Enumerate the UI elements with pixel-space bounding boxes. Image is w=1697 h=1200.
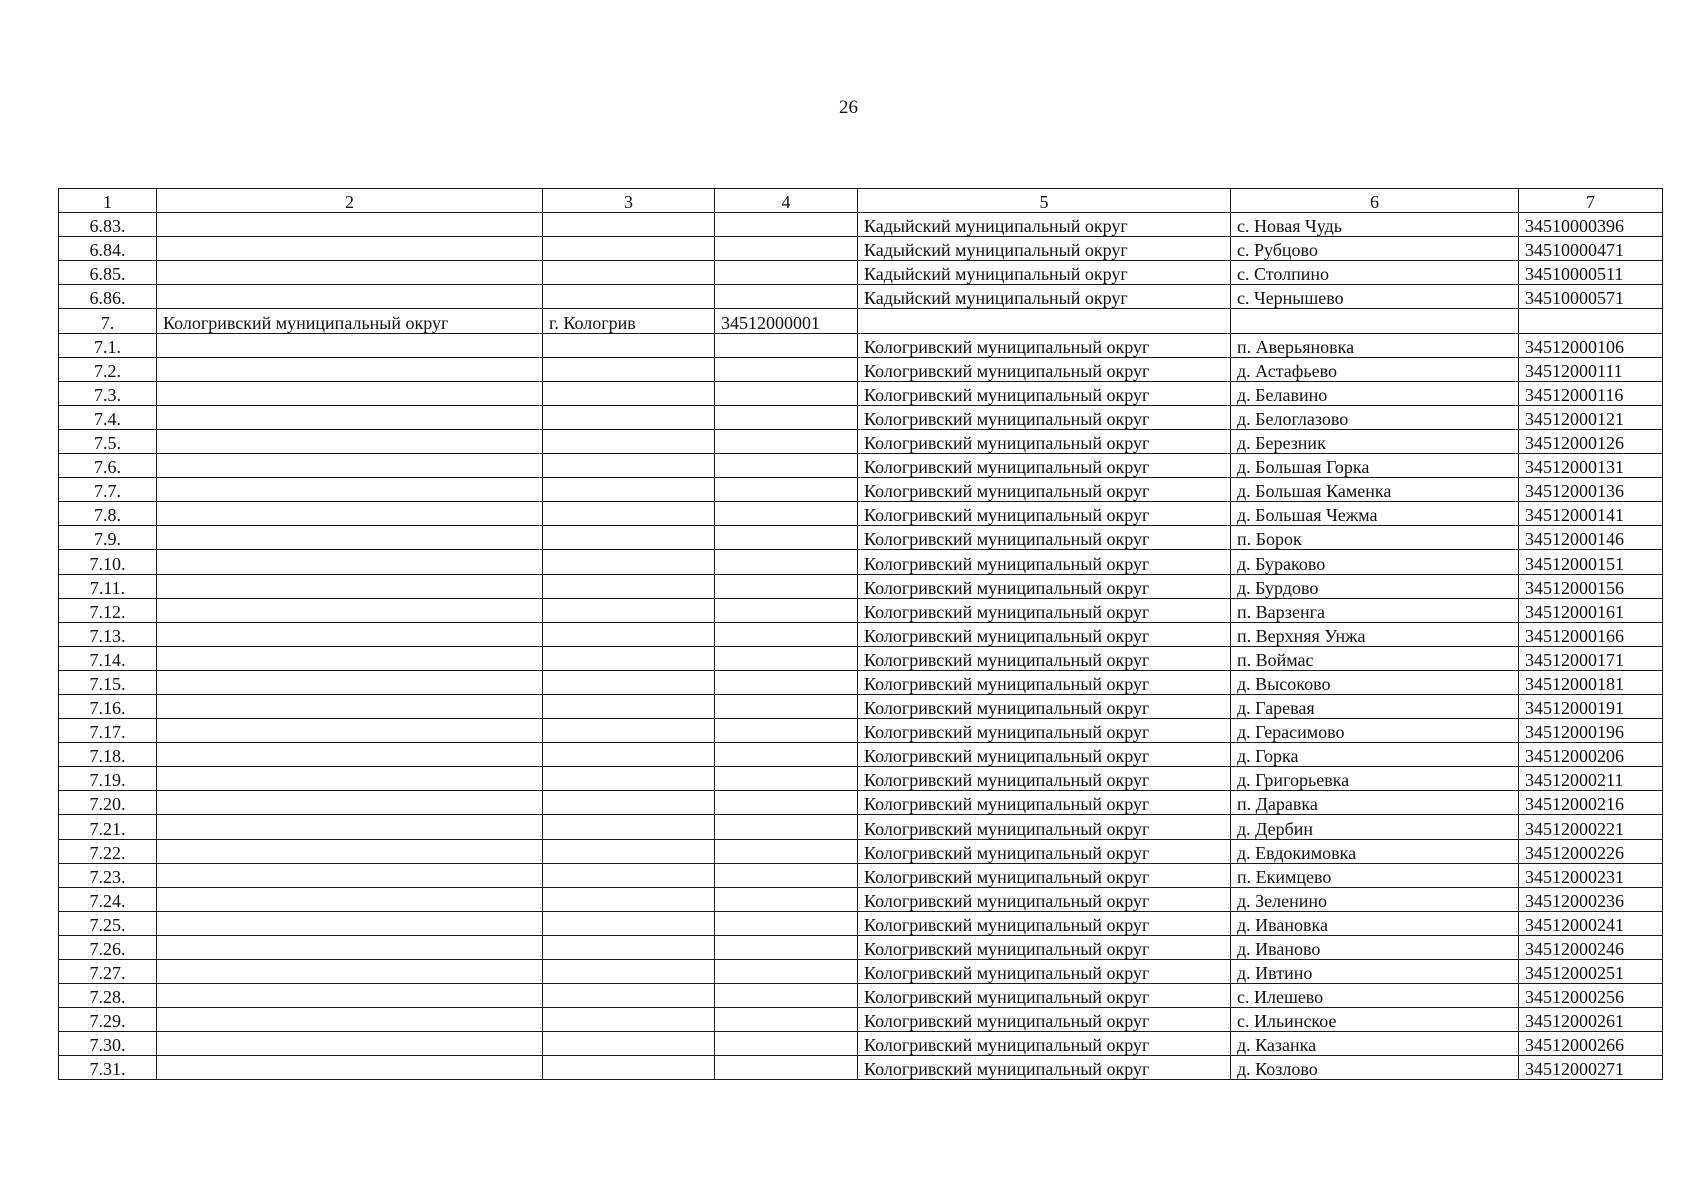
table-row: [59, 261, 1663, 285]
row-number-cell: 7.6.: [59, 454, 157, 478]
municipality-cell: [858, 309, 1231, 333]
center-cell: [543, 574, 715, 598]
table-row: [59, 309, 1663, 333]
district-cell: [157, 719, 543, 743]
row-number-cell: 7.25.: [59, 911, 157, 935]
district-cell: [157, 550, 543, 574]
row-number-cell: 7.29.: [59, 1008, 157, 1032]
district-cell: [157, 478, 543, 502]
table-row: [59, 911, 1663, 935]
row-number-cell: 7.2.: [59, 357, 157, 381]
municipality-cell: Кологривский муниципальный округ: [858, 333, 1231, 357]
table-row: [59, 550, 1663, 574]
district-code-cell: [715, 767, 858, 791]
center-cell: [543, 767, 715, 791]
settlement-cell: д. Григорьевка: [1231, 767, 1519, 791]
column-header-1: 1: [59, 189, 157, 213]
settlement-cell: д. Иваново: [1231, 935, 1519, 959]
table-row: [59, 381, 1663, 405]
center-cell: [543, 333, 715, 357]
district-cell: [157, 863, 543, 887]
row-number-cell: 7.23.: [59, 863, 157, 887]
oktmo-code-cell: 34512000216: [1519, 791, 1663, 815]
municipality-cell: Кологривский муниципальный округ: [858, 1008, 1231, 1032]
row-number-cell: 7.20.: [59, 791, 157, 815]
municipality-cell: Кологривский муниципальный округ: [858, 574, 1231, 598]
row-number-cell: 7.28.: [59, 984, 157, 1008]
center-cell: [543, 526, 715, 550]
district-cell: [157, 743, 543, 767]
municipality-cell: Кологривский муниципальный округ: [858, 478, 1231, 502]
municipality-cell: Кологривский муниципальный округ: [858, 839, 1231, 863]
district-cell: [157, 357, 543, 381]
center-cell: [543, 694, 715, 718]
district-code-cell: [715, 357, 858, 381]
oktmo-code-cell: 34512000141: [1519, 502, 1663, 526]
oktmo-code-cell: 34512000166: [1519, 622, 1663, 646]
municipality-cell: Кологривский муниципальный округ: [858, 767, 1231, 791]
center-cell: [543, 405, 715, 429]
oktmo-code-cell: 34512000206: [1519, 743, 1663, 767]
district-code-cell: [715, 502, 858, 526]
district-code-cell: [715, 791, 858, 815]
table-row: [59, 815, 1663, 839]
table-row: [59, 622, 1663, 646]
district-cell: [157, 694, 543, 718]
column-header-4: 4: [715, 189, 858, 213]
table-row: [59, 646, 1663, 670]
oktmo-code-cell: 34512000196: [1519, 719, 1663, 743]
table-row: [59, 357, 1663, 381]
center-cell: [543, 960, 715, 984]
table-row: [59, 863, 1663, 887]
district-code-cell: [715, 935, 858, 959]
district-code-cell: [715, 984, 858, 1008]
district-cell: [157, 839, 543, 863]
row-number-cell: 7.7.: [59, 478, 157, 502]
center-cell: [543, 1008, 715, 1032]
center-cell: [543, 1032, 715, 1056]
oktmo-code-cell: 34512000261: [1519, 1008, 1663, 1032]
column-header-7: 7: [1519, 189, 1663, 213]
table-row: [59, 767, 1663, 791]
district-cell: [157, 646, 543, 670]
district-cell: [157, 333, 543, 357]
settlement-cell: с. Рубцово: [1231, 237, 1519, 261]
district-code-cell: 34512000001: [715, 309, 858, 333]
municipality-cell: Кологривский муниципальный округ: [858, 454, 1231, 478]
row-number-cell: 7.18.: [59, 743, 157, 767]
center-cell: [543, 454, 715, 478]
district-cell: [157, 622, 543, 646]
row-number-cell: 7.3.: [59, 381, 157, 405]
center-cell: г. Кологрив: [543, 309, 715, 333]
oktmo-code-cell: 34512000181: [1519, 670, 1663, 694]
center-cell: [543, 550, 715, 574]
district-code-cell: [715, 815, 858, 839]
district-code-cell: [715, 646, 858, 670]
row-number-cell: 7.: [59, 309, 157, 333]
district-code-cell: [715, 333, 858, 357]
oktmo-code-cell: 34510000471: [1519, 237, 1663, 261]
center-cell: [543, 815, 715, 839]
settlement-cell: д. Белавино: [1231, 381, 1519, 405]
municipality-cell: Кологривский муниципальный округ: [858, 984, 1231, 1008]
district-cell: [157, 767, 543, 791]
district-cell: [157, 213, 543, 237]
municipality-cell: Кологривский муниципальный округ: [858, 815, 1231, 839]
table-row: [59, 429, 1663, 453]
oktmo-code-cell: [1519, 309, 1663, 333]
district-cell: [157, 1056, 543, 1080]
district-code-cell: [715, 405, 858, 429]
center-cell: [543, 911, 715, 935]
municipality-cell: Кологривский муниципальный округ: [858, 911, 1231, 935]
settlement-cell: с. Илешево: [1231, 984, 1519, 1008]
oktmo-code-cell: 34512000121: [1519, 405, 1663, 429]
table-row: [59, 213, 1663, 237]
settlement-cell: д. Большая Каменка: [1231, 478, 1519, 502]
municipality-cell: Кологривский муниципальный округ: [858, 598, 1231, 622]
row-number-cell: 6.85.: [59, 261, 157, 285]
center-cell: [543, 887, 715, 911]
district-code-cell: [715, 574, 858, 598]
district-code-cell: [715, 863, 858, 887]
center-cell: [543, 598, 715, 622]
district-code-cell: [715, 1056, 858, 1080]
oktmo-code-cell: 34512000246: [1519, 935, 1663, 959]
oktmo-code-cell: 34512000131: [1519, 454, 1663, 478]
municipality-cell: Кологривский муниципальный округ: [858, 670, 1231, 694]
table-row: [59, 839, 1663, 863]
municipality-cell: Кологривский муниципальный округ: [858, 791, 1231, 815]
district-cell: [157, 381, 543, 405]
center-cell: [543, 863, 715, 887]
municipality-cell: Кологривский муниципальный округ: [858, 502, 1231, 526]
table-row: [59, 237, 1663, 261]
district-cell: [157, 984, 543, 1008]
municipality-cell: Кологривский муниципальный округ: [858, 622, 1231, 646]
settlement-cell: д. Бураково: [1231, 550, 1519, 574]
settlement-cell: п. Воймас: [1231, 646, 1519, 670]
oktmo-code-cell: 34512000271: [1519, 1056, 1663, 1080]
center-cell: [543, 478, 715, 502]
table-row: [59, 454, 1663, 478]
table-row: [59, 935, 1663, 959]
settlement-cell: п. Варзенга: [1231, 598, 1519, 622]
municipality-cell: Кологривский муниципальный округ: [858, 1032, 1231, 1056]
settlement-cell: д. Герасимово: [1231, 719, 1519, 743]
row-number-cell: 7.19.: [59, 767, 157, 791]
center-cell: [543, 261, 715, 285]
center-cell: [543, 984, 715, 1008]
district-code-cell: [715, 887, 858, 911]
district-code-cell: [715, 598, 858, 622]
table-row: [59, 405, 1663, 429]
settlement-cell: д. Астафьево: [1231, 357, 1519, 381]
table-row: [59, 984, 1663, 1008]
settlement-cell: д. Дербин: [1231, 815, 1519, 839]
center-cell: [543, 646, 715, 670]
settlement-cell: п. Верхняя Унжа: [1231, 622, 1519, 646]
settlement-cell: д. Ивтино: [1231, 960, 1519, 984]
municipality-cell: Кологривский муниципальный округ: [858, 381, 1231, 405]
settlement-cell: д. Казанка: [1231, 1032, 1519, 1056]
settlement-cell: д. Березник: [1231, 429, 1519, 453]
district-cell: [157, 285, 543, 309]
center-cell: [543, 791, 715, 815]
settlement-cell: д. Большая Чежма: [1231, 502, 1519, 526]
center-cell: [543, 935, 715, 959]
district-code-cell: [715, 429, 858, 453]
district-code-cell: [715, 261, 858, 285]
district-code-cell: [715, 454, 858, 478]
district-cell: [157, 1032, 543, 1056]
municipality-cell: Кадыйский муниципальный округ: [858, 261, 1231, 285]
oktmo-code-cell: 34512000256: [1519, 984, 1663, 1008]
municipality-cell: Кологривский муниципальный округ: [858, 960, 1231, 984]
center-cell: [543, 502, 715, 526]
row-number-cell: 7.24.: [59, 887, 157, 911]
oktmo-code-cell: 34512000226: [1519, 839, 1663, 863]
row-number-cell: 7.26.: [59, 935, 157, 959]
center-cell: [543, 719, 715, 743]
municipality-cell: Кадыйский муниципальный округ: [858, 285, 1231, 309]
district-cell: [157, 261, 543, 285]
row-number-cell: 7.30.: [59, 1032, 157, 1056]
settlement-cell: п. Аверьяновка: [1231, 333, 1519, 357]
oktmo-code-cell: 34512000251: [1519, 960, 1663, 984]
oktmo-code-cell: 34512000126: [1519, 429, 1663, 453]
oktmo-code-cell: 34512000146: [1519, 526, 1663, 550]
table-row: [59, 574, 1663, 598]
district-cell: [157, 1008, 543, 1032]
settlement-cell: д. Евдокимовка: [1231, 839, 1519, 863]
row-number-cell: 7.1.: [59, 333, 157, 357]
row-number-cell: 6.83.: [59, 213, 157, 237]
table-row: [59, 743, 1663, 767]
municipality-cell: Кологривский муниципальный округ: [858, 719, 1231, 743]
district-code-cell: [715, 839, 858, 863]
table-row: [59, 333, 1663, 357]
district-code-cell: [715, 285, 858, 309]
district-code-cell: [715, 478, 858, 502]
oktmo-code-cell: 34512000266: [1519, 1032, 1663, 1056]
settlement-cell: п. Борок: [1231, 526, 1519, 550]
settlement-cell: д. Белоглазово: [1231, 405, 1519, 429]
page-number: 26: [839, 97, 858, 118]
row-number-cell: 7.4.: [59, 405, 157, 429]
settlement-cell: д. Большая Горка: [1231, 454, 1519, 478]
settlements-table: [58, 188, 1663, 1080]
settlement-cell: д. Ивановка: [1231, 911, 1519, 935]
district-cell: [157, 429, 543, 453]
district-code-cell: [715, 622, 858, 646]
oktmo-code-cell: 34512000191: [1519, 694, 1663, 718]
district-code-cell: [715, 237, 858, 261]
center-cell: [543, 357, 715, 381]
municipality-cell: Кологривский муниципальный округ: [858, 526, 1231, 550]
district-code-cell: [715, 381, 858, 405]
oktmo-code-cell: 34512000241: [1519, 911, 1663, 935]
row-number-cell: 7.11.: [59, 574, 157, 598]
oktmo-code-cell: 34512000161: [1519, 598, 1663, 622]
table-row: [59, 598, 1663, 622]
oktmo-code-cell: 34512000211: [1519, 767, 1663, 791]
settlement-cell: д. Гаревая: [1231, 694, 1519, 718]
oktmo-code-cell: 34512000116: [1519, 381, 1663, 405]
municipality-cell: Кологривский муниципальный округ: [858, 357, 1231, 381]
table-row: [59, 670, 1663, 694]
center-cell: [543, 670, 715, 694]
row-number-cell: 6.86.: [59, 285, 157, 309]
district-cell: Кологривский муниципальный округ: [157, 309, 543, 333]
district-cell: [157, 887, 543, 911]
district-code-cell: [715, 743, 858, 767]
district-cell: [157, 815, 543, 839]
settlement-cell: с. Новая Чудь: [1231, 213, 1519, 237]
row-number-cell: 7.14.: [59, 646, 157, 670]
row-number-cell: 7.17.: [59, 719, 157, 743]
row-number-cell: 7.8.: [59, 502, 157, 526]
column-header-5: 5: [858, 189, 1231, 213]
district-cell: [157, 237, 543, 261]
row-number-cell: 7.16.: [59, 694, 157, 718]
settlement-cell: с. Чернышево: [1231, 285, 1519, 309]
municipality-cell: Кологривский муниципальный округ: [858, 405, 1231, 429]
oktmo-code-cell: 34510000511: [1519, 261, 1663, 285]
municipality-cell: Кологривский муниципальный округ: [858, 1056, 1231, 1080]
settlement-cell: д. Козлово: [1231, 1056, 1519, 1080]
row-number-cell: 7.31.: [59, 1056, 157, 1080]
row-number-cell: 7.10.: [59, 550, 157, 574]
table-row: [59, 719, 1663, 743]
municipality-cell: Кадыйский муниципальный округ: [858, 213, 1231, 237]
center-cell: [543, 743, 715, 767]
municipality-cell: Кологривский муниципальный округ: [858, 550, 1231, 574]
oktmo-code-cell: 34510000396: [1519, 213, 1663, 237]
table-row: [59, 526, 1663, 550]
municipality-cell: Кологривский муниципальный округ: [858, 646, 1231, 670]
table-row: [59, 285, 1663, 309]
settlement-cell: д. Высоково: [1231, 670, 1519, 694]
district-code-cell: [715, 1008, 858, 1032]
settlement-cell: [1231, 309, 1519, 333]
oktmo-code-cell: 34512000136: [1519, 478, 1663, 502]
table-row: [59, 694, 1663, 718]
header-row: [59, 189, 1663, 213]
table-row: [59, 502, 1663, 526]
municipality-cell: Кологривский муниципальный округ: [858, 935, 1231, 959]
row-number-cell: 6.84.: [59, 237, 157, 261]
center-cell: [543, 839, 715, 863]
table-row: [59, 791, 1663, 815]
table-row: [59, 478, 1663, 502]
oktmo-code-cell: 34510000571: [1519, 285, 1663, 309]
oktmo-code-cell: 34512000156: [1519, 574, 1663, 598]
district-code-cell: [715, 1032, 858, 1056]
district-cell: [157, 405, 543, 429]
district-cell: [157, 960, 543, 984]
row-number-cell: 7.9.: [59, 526, 157, 550]
settlement-cell: с. Ильинское: [1231, 1008, 1519, 1032]
district-cell: [157, 791, 543, 815]
municipality-cell: Кологривский муниципальный округ: [858, 429, 1231, 453]
municipality-cell: Кологривский муниципальный округ: [858, 743, 1231, 767]
center-cell: [543, 381, 715, 405]
column-header-3: 3: [543, 189, 715, 213]
district-code-cell: [715, 670, 858, 694]
district-cell: [157, 911, 543, 935]
oktmo-code-cell: 34512000151: [1519, 550, 1663, 574]
settlement-cell: п. Екимцево: [1231, 863, 1519, 887]
center-cell: [543, 285, 715, 309]
oktmo-code-cell: 34512000221: [1519, 815, 1663, 839]
district-cell: [157, 454, 543, 478]
row-number-cell: 7.5.: [59, 429, 157, 453]
settlement-cell: п. Даравка: [1231, 791, 1519, 815]
oktmo-code-cell: 34512000231: [1519, 863, 1663, 887]
center-cell: [543, 1056, 715, 1080]
district-code-cell: [715, 911, 858, 935]
district-cell: [157, 502, 543, 526]
table-row: [59, 1008, 1663, 1032]
municipality-cell: Кологривский муниципальный округ: [858, 887, 1231, 911]
district-cell: [157, 598, 543, 622]
oktmo-code-cell: 34512000106: [1519, 333, 1663, 357]
row-number-cell: 7.15.: [59, 670, 157, 694]
oktmo-code-cell: 34512000111: [1519, 357, 1663, 381]
district-code-cell: [715, 694, 858, 718]
district-code-cell: [715, 550, 858, 574]
center-cell: [543, 622, 715, 646]
row-number-cell: 7.21.: [59, 815, 157, 839]
table-row: [59, 887, 1663, 911]
center-cell: [543, 429, 715, 453]
settlement-cell: с. Столпино: [1231, 261, 1519, 285]
district-cell: [157, 670, 543, 694]
settlement-cell: д. Зеленино: [1231, 887, 1519, 911]
municipality-cell: Кологривский муниципальный округ: [858, 863, 1231, 887]
district-cell: [157, 574, 543, 598]
row-number-cell: 7.13.: [59, 622, 157, 646]
row-number-cell: 7.22.: [59, 839, 157, 863]
column-header-6: 6: [1231, 189, 1519, 213]
district-cell: [157, 935, 543, 959]
table-row: [59, 1032, 1663, 1056]
municipality-cell: Кадыйский муниципальный округ: [858, 237, 1231, 261]
table-row: [59, 1056, 1663, 1080]
district-cell: [157, 526, 543, 550]
district-code-cell: [715, 960, 858, 984]
settlement-cell: д. Горка: [1231, 743, 1519, 767]
oktmo-code-cell: 34512000236: [1519, 887, 1663, 911]
district-code-cell: [715, 213, 858, 237]
row-number-cell: 7.27.: [59, 960, 157, 984]
district-code-cell: [715, 719, 858, 743]
municipality-cell: Кологривский муниципальный округ: [858, 694, 1231, 718]
district-code-cell: [715, 526, 858, 550]
center-cell: [543, 213, 715, 237]
settlement-cell: д. Бурдово: [1231, 574, 1519, 598]
row-number-cell: 7.12.: [59, 598, 157, 622]
column-header-2: 2: [157, 189, 543, 213]
center-cell: [543, 237, 715, 261]
oktmo-code-cell: 34512000171: [1519, 646, 1663, 670]
table-row: [59, 960, 1663, 984]
